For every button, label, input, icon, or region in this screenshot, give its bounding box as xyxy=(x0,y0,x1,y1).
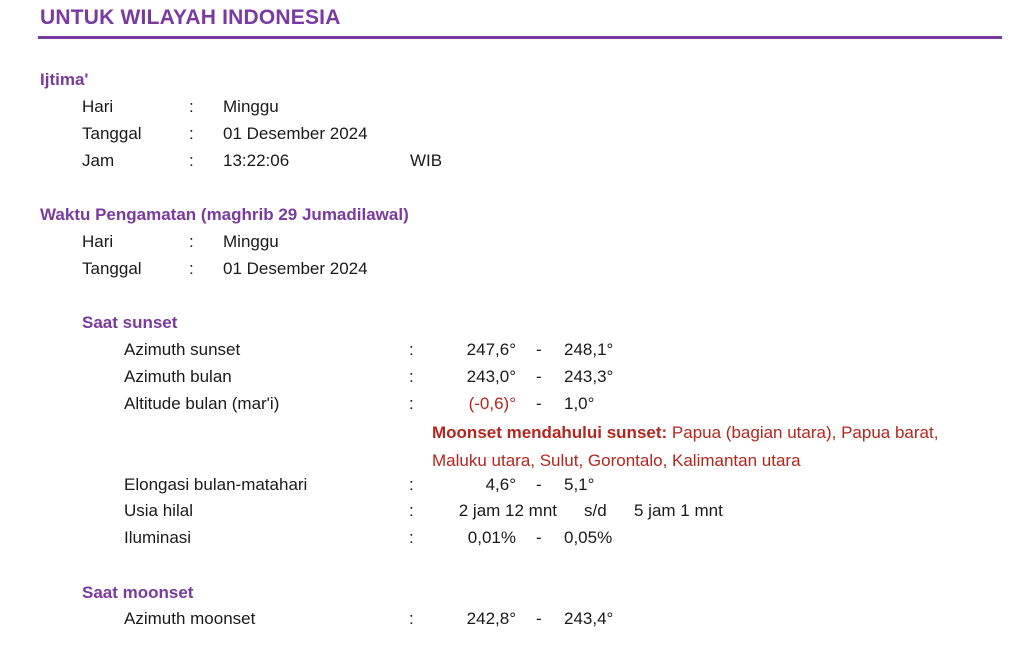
sunset-row-to: 243,3° xyxy=(564,367,614,386)
moonset-row-label: Azimuth moonset xyxy=(124,609,256,628)
ijtima-hari-value: Minggu xyxy=(223,97,279,116)
sunset-row-from: 4,6° xyxy=(485,475,516,494)
separator: : xyxy=(409,340,414,359)
pengamatan-hari-label: Hari xyxy=(82,232,114,251)
moonset-heading: Saat moonset xyxy=(82,583,194,602)
ijtima-jam-value: 13:22:06 xyxy=(223,151,290,170)
pengamatan-heading: Waktu Pengamatan (maghrib 29 Jumadilawal) xyxy=(40,205,409,224)
range-dash: - xyxy=(536,475,542,494)
sunset-row-from: 0,01% xyxy=(467,528,516,547)
ijtima-heading: Ijtima' xyxy=(40,70,89,89)
title-underline xyxy=(38,36,1002,39)
sunset-row-label: Azimuth bulan xyxy=(124,367,232,386)
sunset-row-to: 1,0° xyxy=(564,394,595,413)
separator: : xyxy=(409,475,414,494)
sunset-row-label: Iluminasi xyxy=(124,528,192,547)
sunset-row-to: 248,1° xyxy=(564,340,614,359)
separator: : xyxy=(409,528,414,547)
sunset-row-from: 2 jam 12 mnt xyxy=(458,501,557,520)
separator: : xyxy=(189,124,194,143)
separator: : xyxy=(189,259,194,278)
range-dash: - xyxy=(536,394,542,413)
separator: : xyxy=(409,609,414,628)
range-dash: - xyxy=(536,367,542,386)
moonset-warning-note xyxy=(432,419,992,475)
ijtima-timezone: WIB xyxy=(410,151,443,170)
pengamatan-tanggal-value: 01 Desember 2024 xyxy=(223,259,368,278)
separator: : xyxy=(409,367,414,386)
range-dash: - xyxy=(536,609,542,628)
separator: : xyxy=(409,394,414,413)
sunset-row-label: Altitude bulan (mar'i) xyxy=(124,394,280,413)
range-dash: - xyxy=(536,340,542,359)
pengamatan-hari-value: Minggu xyxy=(223,232,279,251)
sunset-row-from: 247,6° xyxy=(466,340,516,359)
separator: : xyxy=(189,97,194,116)
ijtima-jam-label: Jam xyxy=(82,151,115,170)
sunset-row-label: Azimuth sunset xyxy=(124,340,241,359)
ijtima-hari-label: Hari xyxy=(82,97,114,116)
page-title: UNTUK WILAYAH INDONESIA xyxy=(40,6,341,29)
ijtima-tanggal-value: 01 Desember 2024 xyxy=(223,124,368,143)
range-connector: s/d xyxy=(584,501,607,520)
moonset-row-from: 242,8° xyxy=(466,609,516,628)
sunset-row-label: Elongasi bulan-matahari xyxy=(124,475,308,494)
ijtima-tanggal-label: Tanggal xyxy=(82,124,142,143)
sunset-row-to: 5 jam 1 mnt xyxy=(634,501,723,520)
sunset-row-to: 0,05% xyxy=(564,528,613,547)
range-dash: - xyxy=(536,528,542,547)
moonset-warning-bold: Moonset mendahului sunset: xyxy=(432,423,668,442)
sunset-row-from: 243,0° xyxy=(466,367,516,386)
moonset-row-to: 243,4° xyxy=(564,609,614,628)
separator: : xyxy=(189,232,194,251)
sunset-row-to: 5,1° xyxy=(564,475,595,494)
sunset-heading: Saat sunset xyxy=(82,313,178,332)
pengamatan-tanggal-label: Tanggal xyxy=(82,259,142,278)
separator: : xyxy=(409,501,414,520)
sunset-row-label: Usia hilal xyxy=(124,501,193,520)
separator: : xyxy=(189,151,194,170)
moonset-warning-regions: Papua (bagian utara), Papua barat, Maluku utara, Sulut, Gorontalo, Kalimantan utara xyxy=(432,423,939,470)
sunset-row-from-negative: (-0,6)° xyxy=(468,394,516,413)
